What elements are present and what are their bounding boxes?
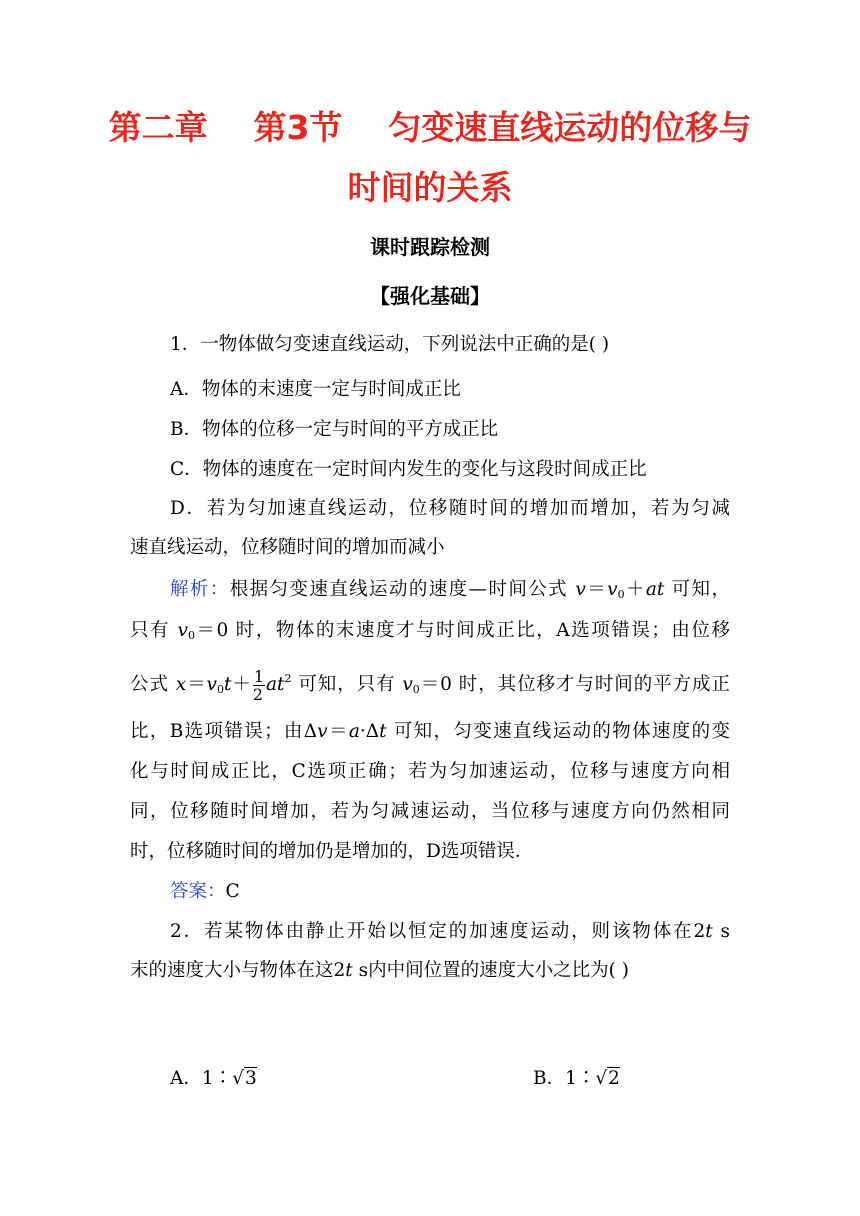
q1-analysis-line6: 同，位移随时间增加，若为匀减速运动，当位移与速度方向仍然相同 xyxy=(130,801,730,822)
q2-option-b: B．1∶√2 xyxy=(533,1068,620,1089)
answer-label: 答案： xyxy=(170,881,226,902)
chapter-title-line2: 时间的关系 xyxy=(347,168,513,207)
q1-answer xyxy=(170,880,730,904)
q1-analysis-line4: 比，B选项错误；由Δv＝a·Δt 可知，匀变速直线运动的物体速度的变 xyxy=(130,721,730,742)
q2-option-a: A．1∶√3 xyxy=(170,1068,257,1089)
analysis-label: 解析： xyxy=(170,579,230,600)
q1-option-a: A．物体的末速度一定与时间成正比 xyxy=(170,379,461,400)
q1-option-d-line2: 速直线运动，位移随时间的增加而减小 xyxy=(130,537,445,558)
answer-value: C xyxy=(225,881,240,902)
q1-analysis-line5: 化与时间成正比，C选项正确；若为匀加速运动，位移与速度方向相 xyxy=(130,761,730,782)
q1-analysis-line2: 只有 $v_0=0$ 时，物体的末速度才与时间成正比，A选项错误；由位移 xyxy=(130,620,730,642)
q1-option-d-line1: D．若为匀加速直线运动，位移随时间的增加而增加，若为匀减 xyxy=(170,498,730,519)
chapter-title-line1: 第二章 第3节 匀变速直线运动的位移与 xyxy=(108,108,752,147)
q1-analysis-line3: 公式 $x=v_0t+$ $\frac{1}{2}$ $at^2$ 可知，只有 $v_0=0$ 时，其位移才与时间的平方成正 xyxy=(130,666,730,704)
q1-analysis-line1: 解析：根据匀变速直线运动的速度—时间公式 $v=v_0+at$ 可知， xyxy=(170,579,730,601)
q2-stem-line1: 2．若某物体由静止开始以恒定的加速度运动，则该物体在2t s xyxy=(170,921,731,942)
q1-analysis-line7: 时，位移随时间的增加仍是增加的，D选项错误． xyxy=(130,841,534,862)
subtitle: 课时跟踪检测 xyxy=(370,235,490,259)
section-heading: 【强化基础】 xyxy=(370,284,490,308)
q1-stem: 1．一物体做匀变速直线运动，下列说法中正确的是( ) xyxy=(170,334,610,355)
q1-option-c: C．物体的速度在一定时间内发生的变化与这段时间成正比 xyxy=(170,459,647,480)
q1-option-b: B．物体的位移一定与时间的平方成正比 xyxy=(170,419,499,440)
q2-stem-line2: 末的速度大小与物体在这2t s内中间位置的速度大小之比为( ) xyxy=(130,960,629,981)
